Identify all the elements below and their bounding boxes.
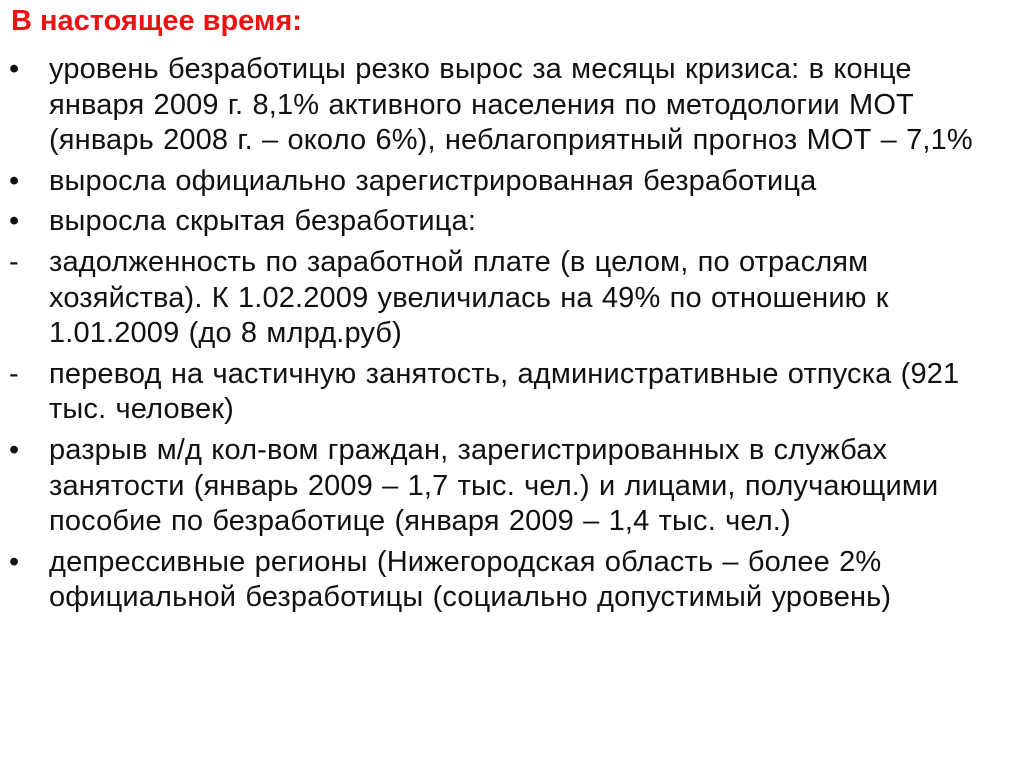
list-item-text: выросла официально зарегистрированная безработица [49,164,817,197]
list-item [0,204,1024,240]
list-item-text: задолженность по заработной плате (в целом, по отраслям хозяйства). К 1.02.2009 увеличилась на 49% по отношению к 1.01.2009 (до 8 млрд.руб) [49,245,889,350]
bullet-marker: • [9,205,20,238]
dash-marker: - [9,357,19,390]
bullet-marker: • [9,164,20,197]
list-item [0,164,1024,200]
list-item [0,52,1024,159]
bullet-marker: • [9,545,20,578]
list-item [0,433,1024,540]
slide-heading: В настоящее время: [11,5,302,37]
list-item [0,545,1024,616]
bullet-marker: • [9,53,20,85]
list-item-text: разрыв м/д кол-вом граждан, зарегистрированных в службах занятости (январь 2009 – 1,7 тыс. чел.) и лицами, получающими пособие по безработице (января 2009 – 1,4 тыс. чел.) [49,433,939,538]
list-item [0,245,1024,352]
bullet-list [0,52,1024,621]
list-item-text: уровень безработицы резко вырос за месяцы кризиса: в конце января 2009 г. 8,1% активного населения по методологии МОТ (январь 2008 г. – около 6%), неблагоприятный прогноз МОТ – 7,1% [49,53,973,157]
dash-marker: - [9,245,19,278]
list-item-text: выросла скрытая безработица: [49,205,477,238]
list-item-text: депрессивные регионы (Нижегородская область – более 2% официальной безработицы (социально допустимый уровень) [49,545,892,614]
list-item-text: перевод на частичную занятость, административные отпуска (921 тыс. человек) [49,357,960,426]
bullet-marker: • [9,433,20,466]
list-item [0,357,1024,428]
